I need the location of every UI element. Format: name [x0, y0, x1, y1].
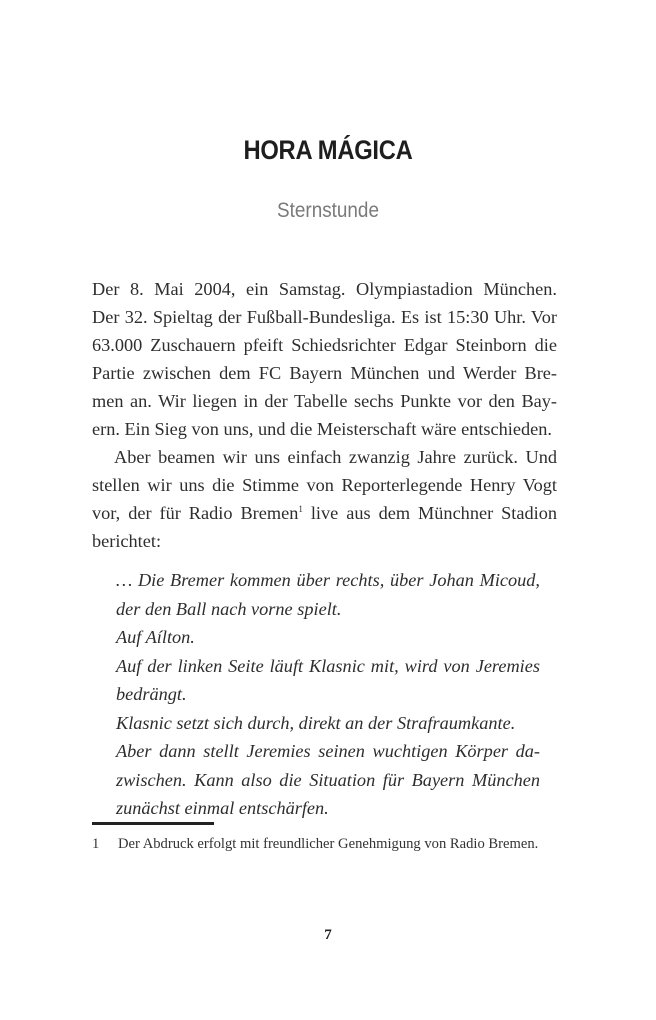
- quote-line: Klasnic setzt sich durch, direkt an der Strafraumkante.: [116, 712, 516, 733]
- body-text: [92, 275, 557, 555]
- quote-line: zunächst einmal entschärfen.: [116, 798, 329, 818]
- text-line: stellen wir uns die Stimme von Reporterlegende Henry Vogt: [92, 475, 557, 495]
- text-line: berichtet:: [92, 531, 162, 551]
- footnote-number: 1: [92, 836, 100, 852]
- text-line: Der 8. Mai 2004, ein Samstag. Olympiastadion München.: [92, 279, 557, 299]
- text-fragment: vor, der für Radio Bremen: [92, 503, 299, 523]
- quote-line: … Die Bremer kommen über rechts, über Johan Micoud,: [116, 570, 540, 590]
- text-line: Der 32. Spieltag der Fußball-Bundesliga. Es ist 15:30 Uhr. Vor: [92, 307, 557, 327]
- quote-line: Aber dann stellt Jeremies seinen wuchtigen Körper da-: [116, 741, 540, 761]
- chapter-subtitle: Sternstunde: [277, 199, 379, 222]
- text-line-with-footnote: [92, 499, 557, 527]
- text-line: Partie zwischen dem FC Bayern München und Werder Bre-: [92, 363, 557, 383]
- quote-line: Auf Aílton.: [116, 627, 195, 647]
- text-line: ern. Ein Sieg von uns, und die Meisterschaft wäre entschieden.: [92, 419, 552, 439]
- quote-line: zwischen. Kann also die Situation für Bayern München: [116, 769, 540, 790]
- page-number: 7: [324, 927, 332, 943]
- text-fragment: live aus dem Münchner Stadion: [302, 503, 558, 523]
- quote-line: Auf der linken Seite läuft Klasnic mit, wird von Jeremies: [116, 655, 540, 676]
- quote-line: bedrängt.: [116, 684, 187, 704]
- footnote-separator: [92, 822, 214, 825]
- footnote-reference[interactable]: 1: [298, 504, 303, 514]
- paragraph-1: [92, 275, 557, 443]
- text-line: Aber beamen wir uns einfach zwanzig Jahre zurück. Und: [114, 447, 557, 467]
- chapter-title: HORA MÁGICA: [243, 135, 413, 165]
- text-line: 63.000 Zuschauern pfeift Schiedsrichter Edgar Steinborn die: [92, 335, 557, 355]
- text-line: men an. Wir liegen in der Tabelle sechs Punkte vor den Bay-: [92, 391, 557, 411]
- quote-line: der den Ball nach vorne spielt.: [116, 598, 342, 619]
- footnote-text: Der Abdruck erfolgt mit freundlicher Genehmigung von Radio Bremen.: [118, 836, 539, 852]
- paragraph-2: [92, 443, 557, 555]
- footnote: [92, 836, 562, 853]
- quote-block: [116, 566, 540, 823]
